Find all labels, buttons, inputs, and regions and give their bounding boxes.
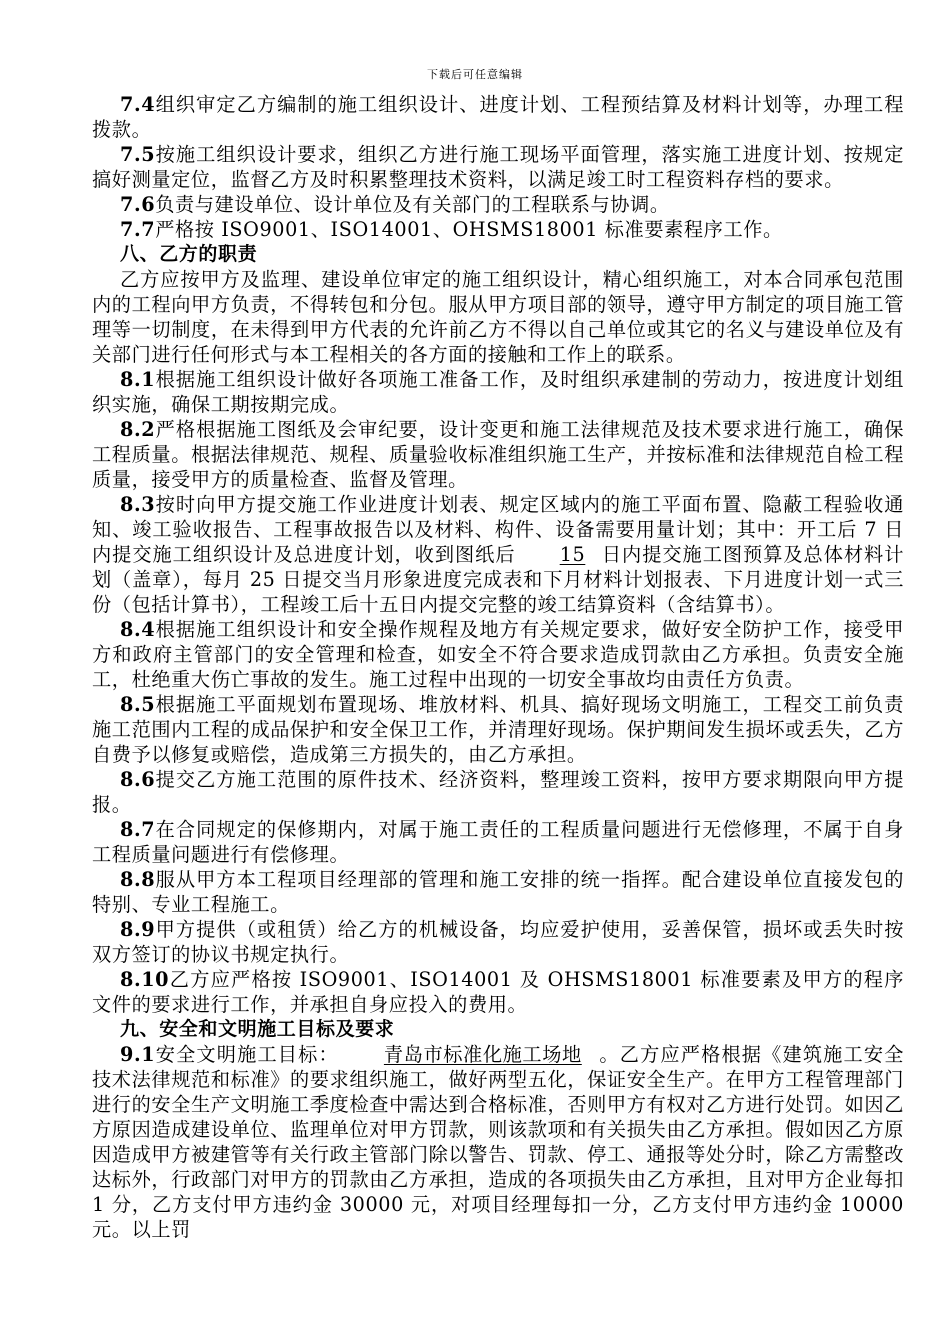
clause-number: 8.4 xyxy=(120,618,156,641)
clause-text: 在合同规定的保修期内，对属于施工责任的工程质量问题进行无偿修理，不属于自身工程质量问题进行有偿修理。 xyxy=(92,818,904,866)
clause-number: 8.3 xyxy=(120,493,156,516)
clause-8-5 xyxy=(92,692,904,767)
clause-number: 8.9 xyxy=(120,918,156,941)
document-body xyxy=(92,92,904,1242)
clause-number: 8.7 xyxy=(120,818,156,841)
clause-8-8 xyxy=(92,867,904,917)
clause-number: 8.5 xyxy=(120,693,156,716)
clause-text: 严格按 ISO9001、ISO14001、OHSMS18001 标准要素程序工作。 xyxy=(155,218,783,241)
clause-label: 安全文明施工目标： xyxy=(155,1043,339,1066)
clause-text-continued: 日内提交施工图预算及总体材料计划（盖章），每月 25 日提交当月形象进度完成表和下月材料计划报表、下月进度计划一式三份（包括计算书），工程竣工后十五日内提交完整的竣工结算资料（含结算书）。 xyxy=(92,543,904,616)
clause-number: 7.6 xyxy=(120,193,156,216)
clause-number: 7.4 xyxy=(120,93,156,116)
clause-8-10 xyxy=(92,967,904,1017)
clause-8-3 xyxy=(92,492,904,617)
clause-number: 8.10 xyxy=(120,968,170,991)
clause-9-1 xyxy=(92,1042,904,1242)
clause-number: 7.5 xyxy=(120,143,156,166)
clause-text: 按时向甲方提交施工作业进度计划表、规定区域内的施工平面布置、隐蔽工程验收通知、竣工验收报告、工程事故报告以及材料、构件、设备需要用量计划；其中：开工后 7 日内提交施工组织设计及总进度计划，收到图纸后 xyxy=(92,493,904,566)
clause-text: 。乙方应严格根据《建筑施工安全技术法律规范和标准》的要求组织施工，做好两型五化，保证安全生产。在甲方工程管理部门进行的安全生产文明施工季度检查中需达到合格标准，否则甲方有权对乙方进行处罚。如因乙方原因造成建设单位、监理单位对甲方罚款，则该款项和有关损失由乙方承担。假如因乙方原因造成甲方被建管等有关行政主管部门除以警告、罚款、停工、通报等处分时，除乙方需整改达标外，行政部门对甲方的罚款由乙方承担，造成的各项损失由乙方承担，且对甲方企业每扣 1 分，乙方支付甲方违约金 30000 元，对项目经理每扣一分，乙方支付甲方违约金 10000 元。以上罚 xyxy=(92,1043,904,1241)
clause-number: 8.2 xyxy=(120,418,156,441)
clause-8-4 xyxy=(92,617,904,692)
filled-blank-days: 15 xyxy=(559,543,586,566)
clause-text: 根据施工组织设计和安全操作规程及地方有关规定要求，做好安全防护工作，接受甲方和政府主管部门的安全管理和检查，如安全不符合要求造成罚款由乙方承担。负责安全施工，杜绝重大伤亡事故的发生。施工过程中出现的一切安全事故均由责任方负责。 xyxy=(92,618,904,691)
section-heading-8: 八、乙方的职责 xyxy=(120,243,258,265)
clause-text: 根据施工平面规划布置现场、堆放材料、机具、搞好现场文明施工，工程交工前负责施工范围内工程的成品保护和安全保卫工作，并清理好现场。保护期间发生损坏或丢失，乙方自费予以修复或赔偿，造成第三方损失的，由乙方承担。 xyxy=(92,693,904,766)
clause-8-1 xyxy=(92,367,904,417)
filled-blank-target: 青岛市标准化施工场地 xyxy=(383,1043,582,1066)
clause-text: 组织审定乙方编制的施工组织设计、进度计划、工程预结算及材料计划等，办理工程拨款。 xyxy=(92,93,904,141)
clause-7-5 xyxy=(92,142,904,192)
clause-text: 按施工组织设计要求，组织乙方进行施工现场平面管理，落实施工进度计划、按规定搞好测量定位，监督乙方及时积累整理技术资料，以满足竣工时工程资料存档的要求。 xyxy=(92,143,904,191)
clause-number: 8.8 xyxy=(120,868,156,891)
clause-number: 8.6 xyxy=(120,768,156,791)
clause-text: 乙方应严格按 ISO9001、ISO14001 及 OHSMS18001 标准要素及甲方的程序文件的要求进行工作，并承担自身应投入的费用。 xyxy=(92,968,904,1016)
clause-number: 8.1 xyxy=(120,368,156,391)
clause-8-2 xyxy=(92,417,904,492)
clause-8-6 xyxy=(92,767,904,817)
clause-text: 服从甲方本工程项目经理部的管理和施工安排的统一指挥。配合建设单位直接发包的特别、专业工程施工。 xyxy=(92,868,904,916)
clause-text: 提交乙方施工范围的原件技术、经济资料，整理竣工资料，按甲方要求期限向甲方提报。 xyxy=(92,768,904,816)
clause-7-6 xyxy=(92,192,904,217)
clause-8-9 xyxy=(92,917,904,967)
clause-text: 负责与建设单位、设计单位及有关部门的工程联系与协调。 xyxy=(155,193,670,216)
clause-number: 9.1 xyxy=(120,1043,156,1066)
clause-text: 甲方提供（或租赁）给乙方的机械设备，均应爱护使用，妥善保管，损坏或丢失时按双方签订的协议书规定执行。 xyxy=(92,918,904,966)
clause-text: 严格根据施工图纸及会审纪要，设计变更和施工法律规范及技术要求进行施工，确保工程质量。根据法律规范、规程、质量验收标准组织施工生产，并按标准和法律规范自检工程质量，接受甲方的质量检查、监督及管理。 xyxy=(92,418,904,491)
section-heading-9: 九、安全和文明施工目标及要求 xyxy=(120,1018,395,1040)
clause-8-7 xyxy=(92,817,904,867)
clause-number: 7.7 xyxy=(120,218,156,241)
clause-7-7 xyxy=(92,217,904,242)
section-8-intro: 乙方应按甲方及监理、建设单位审定的施工组织设计，精心组织施工，对本合同承包范围内的工程向甲方负责，不得转包和分包。服从甲方项目部的领导，遵守甲方制定的项目施工管理等一切制度，在未得到甲方代表的允许前乙方不得以自己单位或其它的名义与建设单位及有关部门进行任何形式与本工程相关的各方面的接触和工作上的联系。 xyxy=(92,268,904,366)
clause-text: 根据施工组织设计做好各项施工准备工作，及时组织承建制的劳动力，按进度计划组织实施，确保工期按期完成。 xyxy=(92,368,904,416)
page-header-note: 下载后可任意编辑 xyxy=(427,68,523,81)
clause-7-4 xyxy=(92,92,904,142)
